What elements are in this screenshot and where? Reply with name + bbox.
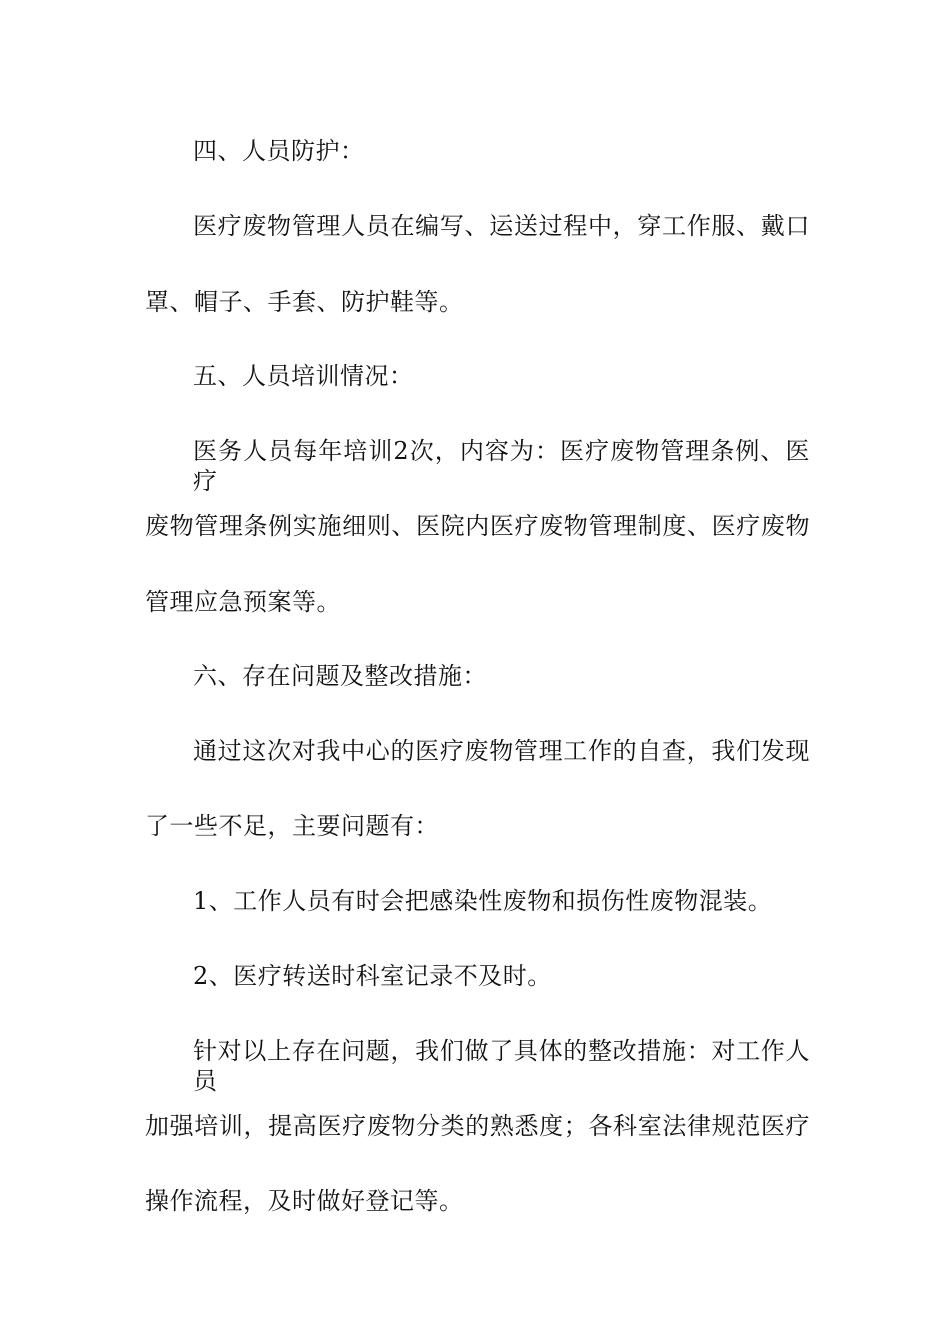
list-item: 2、医疗转送时科室记录不及时。 (193, 962, 552, 990)
paragraph-line: 罩、帽子、手套、防护鞋等。 (145, 288, 464, 316)
section-heading-problems-and-measures: 六、存在问题及整改措施： (193, 662, 487, 690)
paragraph-line: 医疗废物管理人员在编写、运送过程中，穿工作服、戴口 (193, 212, 810, 240)
paragraph-line: 针对以上存在问题，我们做了具体的整改措施：对工作人员 (193, 1037, 810, 1095)
section-heading-training: 五、人员培训情况： (193, 362, 414, 390)
paragraph-line: 通过这次对我中心的医疗废物管理工作的自查，我们发现 (193, 737, 810, 765)
list-item: 1、工作人员有时会把感染性废物和损伤性废物混装。 (193, 887, 773, 915)
paragraph-line: 管理应急预案等。 (145, 588, 341, 616)
paragraph-line: 加强培训，提高医疗废物分类的熟悉度；各科室法律规范医疗 (145, 1112, 810, 1140)
paragraph-line: 医务人员每年培训2次，内容为：医疗废物管理条例、医疗 (193, 437, 810, 495)
paragraph-line: 操作流程，及时做好登记等。 (145, 1187, 464, 1215)
section-heading-personnel-protection: 四、人员防护： (193, 137, 365, 165)
paragraph-line: 了一些不足，主要问题有： (145, 812, 439, 840)
paragraph-line: 废物管理条例实施细则、医院内医疗废物管理制度、医疗废物 (145, 512, 810, 540)
